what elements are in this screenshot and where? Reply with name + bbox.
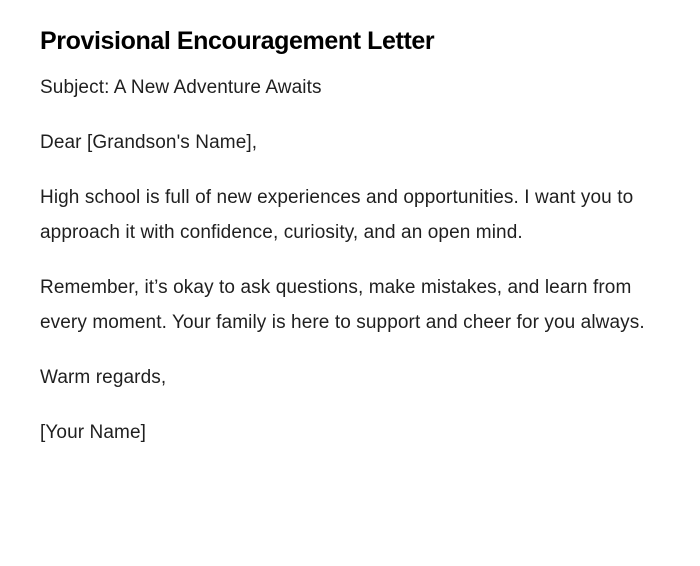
letter-paragraph-2: Remember, it’s okay to ask questions, make mistakes, and learn from every moment. Your family is here to support and cheer for you always. bbox=[40, 277, 645, 333]
letter-closing: Warm regards, bbox=[40, 367, 167, 388]
letter-greeting: Dear [Grandson's Name], bbox=[40, 132, 258, 153]
letter-subject: Subject: A New Adventure Awaits bbox=[40, 77, 322, 98]
letter-paragraph-1: High school is full of new experiences and opportunities. I want you to approach it with confidence, curiosity, and an open mind. bbox=[40, 187, 634, 243]
letter-signature: [Your Name] bbox=[40, 422, 147, 443]
document-title: Provisional Encouragement Letter bbox=[40, 27, 435, 55]
